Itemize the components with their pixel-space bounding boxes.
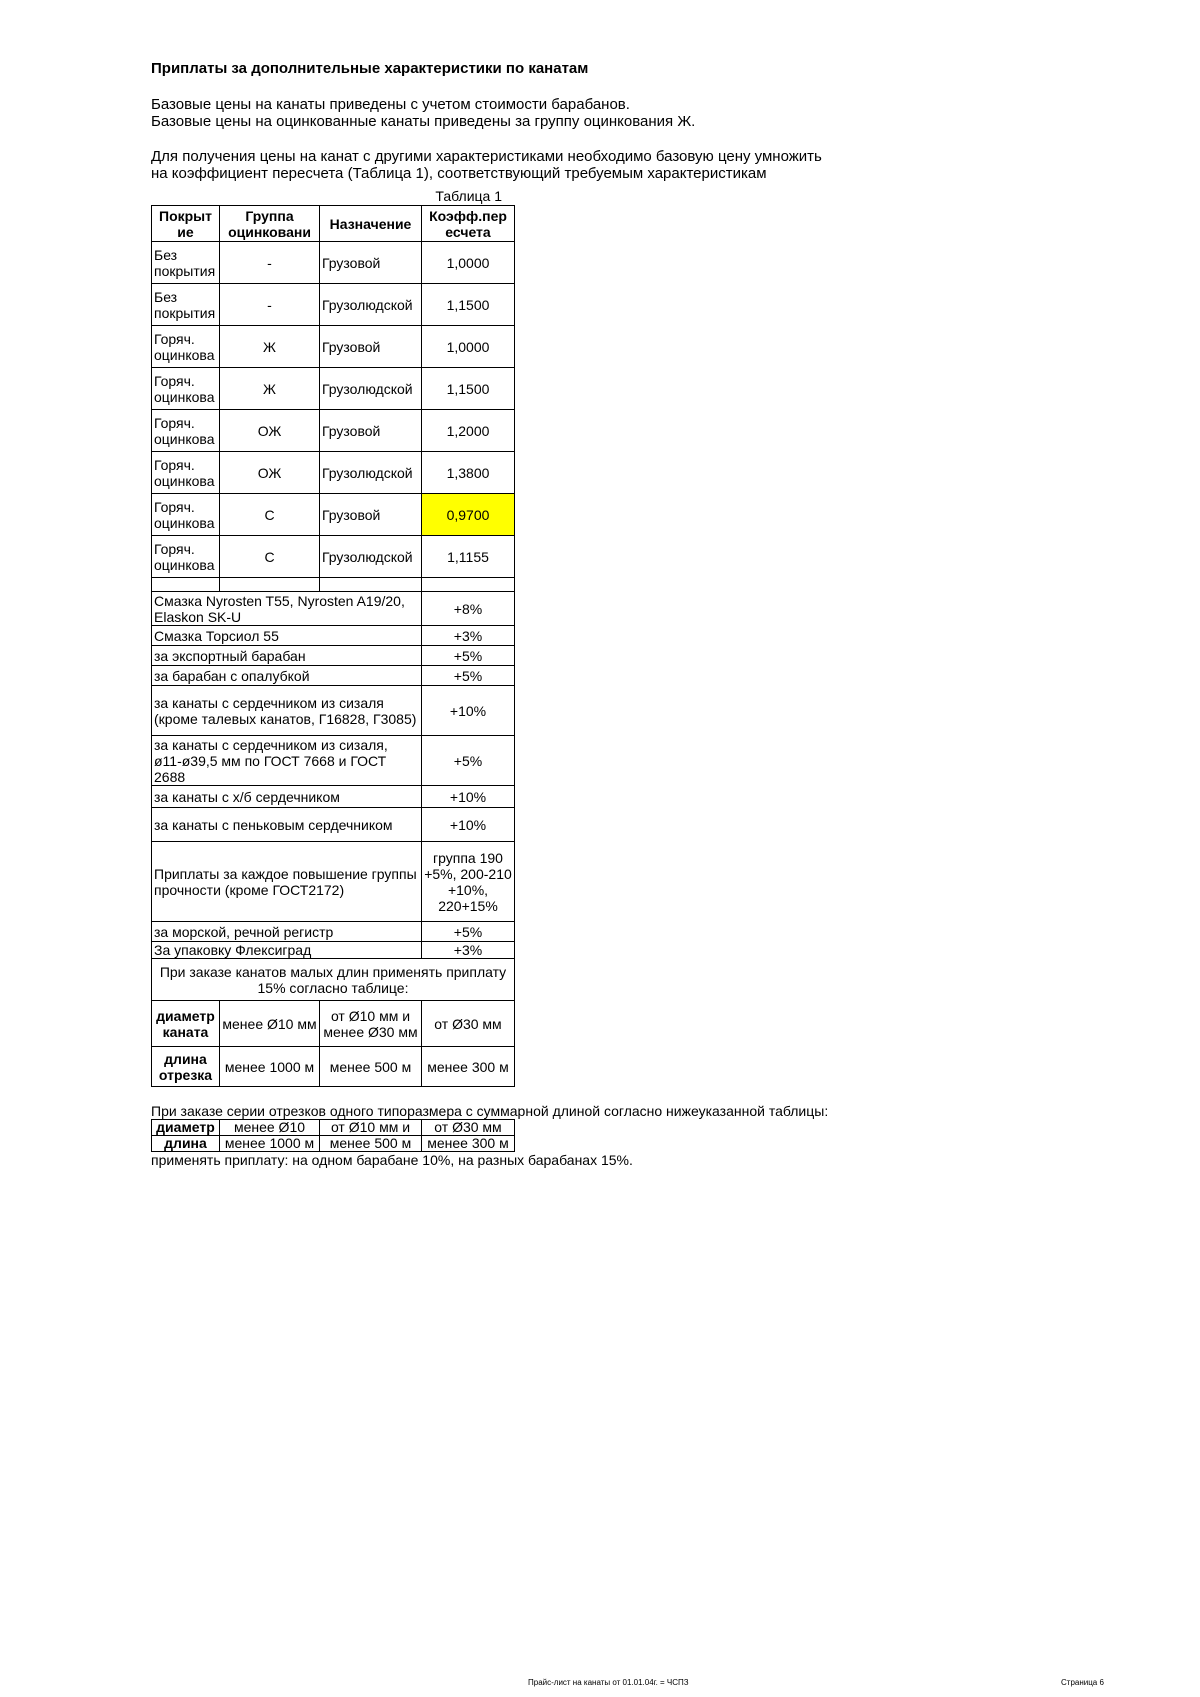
instruction-line-1: Для получения цены на канат с другими характеристиками необходимо базовую цену умножить xyxy=(151,148,822,165)
header-purpose: Назначение xyxy=(320,206,422,242)
footer-page-number: Страница 6 xyxy=(1061,1678,1104,1687)
header-group: Группа оцинковани xyxy=(220,206,320,242)
purpose-cell: Грузовой xyxy=(320,326,422,368)
surcharge-label: за канаты с х/б сердечником xyxy=(152,786,422,808)
coating-cell: Горяч. оцинкова xyxy=(152,410,220,452)
coefficient-cell: 1,3800 xyxy=(422,452,515,494)
group-cell: - xyxy=(220,242,320,284)
instruction-line-2: на коэффициент пересчета (Таблица 1), соответствующий требуемым характеристикам xyxy=(151,165,767,182)
series-length-2: менее 500 м xyxy=(320,1136,422,1152)
surcharge-row xyxy=(152,646,515,666)
group-cell: ОЖ xyxy=(220,410,320,452)
coefficient-cell: 1,0000 xyxy=(422,326,515,368)
short-length-1: менее 1000 м xyxy=(220,1047,320,1087)
header-coefficient: Коэфф.пер есчета xyxy=(422,206,515,242)
short-length-3: менее 300 м xyxy=(422,1047,515,1087)
series-note: При заказе серии отрезков одного типоразмера с суммарной длиной согласно нижеуказанной таблицы: xyxy=(151,1103,829,1119)
group-cell: С xyxy=(220,536,320,578)
short-diameter-2: от Ø10 мм и менее Ø30 мм xyxy=(320,1001,422,1047)
coefficient-row xyxy=(152,536,515,578)
surcharge-row xyxy=(152,942,515,959)
coating-cell: Горяч. оцинкова xyxy=(152,368,220,410)
empty-cell xyxy=(220,578,320,592)
coefficient-cell: 0,9700 xyxy=(422,494,515,536)
empty-cell xyxy=(320,578,422,592)
surcharge-rows xyxy=(152,592,515,959)
group-cell: ОЖ xyxy=(220,452,320,494)
intro-line-2: Базовые цены на оцинкованные канаты приведены за группу оцинкования Ж. xyxy=(151,113,696,130)
group-cell: Ж xyxy=(220,326,320,368)
surcharge-row xyxy=(152,922,515,942)
coefficient-row xyxy=(152,242,515,284)
empty-cell xyxy=(422,578,515,592)
surcharge-value: +5% xyxy=(422,736,515,786)
group-cell: - xyxy=(220,284,320,326)
surcharge-row xyxy=(152,626,515,646)
coating-cell: Без покрытия xyxy=(152,242,220,284)
coefficient-table xyxy=(151,205,515,1087)
short-length-2: менее 500 м xyxy=(320,1047,422,1087)
series-diameter-1: менее Ø10 xyxy=(220,1120,320,1136)
surcharge-value: +5% xyxy=(422,666,515,686)
series-result: применять приплату: на одном барабане 10%, на разных барабанах 15%. xyxy=(151,1152,633,1168)
coefficient-cell: 1,2000 xyxy=(422,410,515,452)
coefficient-row xyxy=(152,284,515,326)
surcharge-value: +8% xyxy=(422,592,515,626)
surcharge-row xyxy=(152,808,515,842)
series-diameter-label: диаметр xyxy=(152,1120,220,1136)
coefficient-rows xyxy=(152,242,515,592)
purpose-cell: Грузовой xyxy=(320,410,422,452)
series-diameter-2: от Ø10 мм и xyxy=(320,1120,422,1136)
surcharge-value: +10% xyxy=(422,686,515,736)
purpose-cell: Грузолюдской xyxy=(320,368,422,410)
series-length-1: менее 1000 м xyxy=(220,1136,320,1152)
surcharge-label: за экспортный барабан xyxy=(152,646,422,666)
series-table xyxy=(151,1119,515,1152)
coating-cell: Горяч. оцинкова xyxy=(152,494,220,536)
coefficient-row xyxy=(152,368,515,410)
surcharge-value: +3% xyxy=(422,942,515,959)
short-diameter-1: менее Ø10 мм xyxy=(220,1001,320,1047)
surcharge-label: За упаковку Флексиград xyxy=(152,942,422,959)
coefficient-cell: 1,1500 xyxy=(422,284,515,326)
surcharge-label: Смазка Торсиол 55 xyxy=(152,626,422,646)
surcharge-label: за канаты с пеньковым сердечником xyxy=(152,808,422,842)
surcharge-label: за морской, речной регистр xyxy=(152,922,422,942)
surcharge-value: +10% xyxy=(422,786,515,808)
group-cell: Ж xyxy=(220,368,320,410)
coating-cell: Горяч. оцинкова xyxy=(152,452,220,494)
coefficient-row xyxy=(152,326,515,368)
surcharge-label: за канаты с сердечником из сизаля, ø11-ø39,5 мм по ГОСТ 7668 и ГОСТ 2688 xyxy=(152,736,422,786)
header-coating: Покрыт ие xyxy=(152,206,220,242)
surcharge-label: Приплаты за каждое повышение группы прочности (кроме ГОСТ2172) xyxy=(152,842,422,922)
page-title: Приплаты за дополнительные характеристики по канатам xyxy=(151,60,589,77)
document-body xyxy=(151,60,1051,1168)
coefficient-cell: 1,1155 xyxy=(422,536,515,578)
coating-cell: Горяч. оцинкова xyxy=(152,326,220,368)
surcharge-value: +3% xyxy=(422,626,515,646)
surcharge-row xyxy=(152,592,515,626)
purpose-cell: Грузовой xyxy=(320,494,422,536)
short-diameter-3: от Ø30 мм xyxy=(422,1001,515,1047)
spacer-row xyxy=(152,578,515,592)
coating-cell: Горяч. оцинкова xyxy=(152,536,220,578)
group-cell: С xyxy=(220,494,320,536)
surcharge-row xyxy=(152,736,515,786)
coefficient-cell: 1,1500 xyxy=(422,368,515,410)
short-length-label: длина отрезка xyxy=(152,1047,220,1087)
short-length-note: При заказе канатов малых длин применять приплату 15% согласно таблице: xyxy=(152,959,515,1001)
surcharge-row xyxy=(152,786,515,808)
surcharge-label: за барабан с опалубкой xyxy=(152,666,422,686)
surcharge-value: +5% xyxy=(422,922,515,942)
coefficient-row xyxy=(152,410,515,452)
table-caption: Таблица 1 xyxy=(435,188,502,204)
series-diameter-3: от Ø30 мм xyxy=(422,1120,515,1136)
surcharge-row xyxy=(152,686,515,736)
surcharge-value: +5% xyxy=(422,646,515,666)
surcharge-value: группа 190 +5%, 200-210 +10%, 220+15% xyxy=(422,842,515,922)
series-length-3: менее 300 м xyxy=(422,1136,515,1152)
surcharge-row xyxy=(152,842,515,922)
series-length-label: длина xyxy=(152,1136,220,1152)
coefficient-cell: 1,0000 xyxy=(422,242,515,284)
intro-line-1: Базовые цены на канаты приведены с учетом стоимости барабанов. xyxy=(151,96,630,113)
coefficient-row xyxy=(152,494,515,536)
surcharge-label: за канаты с сердечником из сизаля (кроме талевых канатов, Г16828, Г3085) xyxy=(152,686,422,736)
coefficient-row xyxy=(152,452,515,494)
purpose-cell: Грузолюдской xyxy=(320,536,422,578)
coating-cell: Без покрытия xyxy=(152,284,220,326)
surcharge-value: +10% xyxy=(422,808,515,842)
purpose-cell: Грузолюдской xyxy=(320,452,422,494)
empty-cell xyxy=(152,578,220,592)
purpose-cell: Грузовой xyxy=(320,242,422,284)
footer-document-name: Прайс-лист на канаты от 01.01.04г. = ЧСПЗ xyxy=(528,1678,689,1687)
purpose-cell: Грузолюдской xyxy=(320,284,422,326)
surcharge-label: Смазка Nyrosten T55, Nyrosten A19/20, Elaskon SK-U xyxy=(152,592,422,626)
short-diameter-label: диаметр каната xyxy=(152,1001,220,1047)
surcharge-row xyxy=(152,666,515,686)
